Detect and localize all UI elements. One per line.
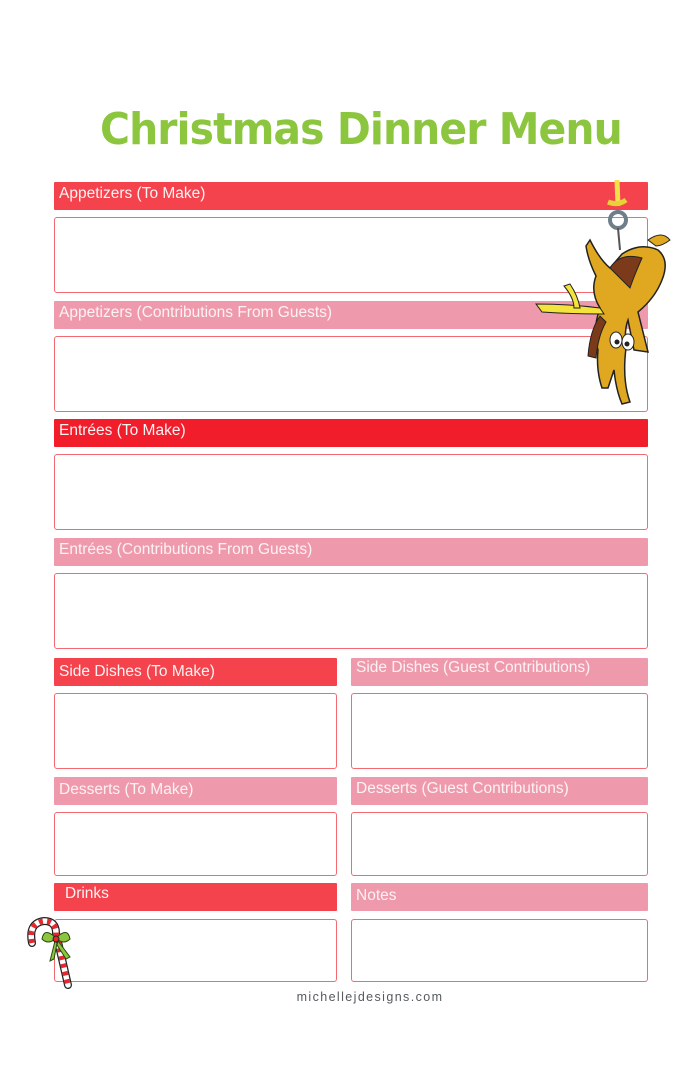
section-header-desserts-guests: Desserts (Guest Contributions) bbox=[351, 777, 648, 805]
section-header-entrees-make: Entrées (To Make) bbox=[54, 419, 648, 447]
page-title: Christmas Dinner Menu bbox=[100, 104, 622, 155]
section-header-appetizers-make: Appetizers (To Make) bbox=[54, 182, 648, 210]
entry-box-notes[interactable] bbox=[351, 919, 648, 982]
entry-box-desserts-make[interactable] bbox=[54, 812, 337, 876]
entry-box-entrees-make[interactable] bbox=[54, 454, 648, 530]
footer-website: michellejdesigns.com bbox=[296, 990, 444, 1004]
entry-box-sides-make[interactable] bbox=[54, 693, 337, 769]
entry-box-sides-guests[interactable] bbox=[351, 693, 648, 769]
section-header-drinks: Drinks bbox=[54, 883, 337, 911]
section-header-sides-guests: Side Dishes (Guest Contributions) bbox=[351, 658, 648, 686]
section-header-sides-make: Side Dishes (To Make) bbox=[54, 658, 337, 686]
hanging-dog-icon bbox=[530, 180, 680, 410]
section-header-entrees-guests: Entrées (Contributions From Guests) bbox=[54, 538, 648, 566]
entry-box-entrees-guests[interactable] bbox=[54, 573, 648, 649]
section-header-desserts-make: Desserts (To Make) bbox=[54, 777, 337, 805]
candy-cane-icon bbox=[24, 917, 80, 991]
section-header-appetizers-guests: Appetizers (Contributions From Guests) bbox=[54, 301, 648, 329]
section-header-notes: Notes bbox=[351, 883, 648, 911]
entry-box-desserts-guests[interactable] bbox=[351, 812, 648, 876]
entry-box-drinks[interactable] bbox=[54, 919, 337, 982]
